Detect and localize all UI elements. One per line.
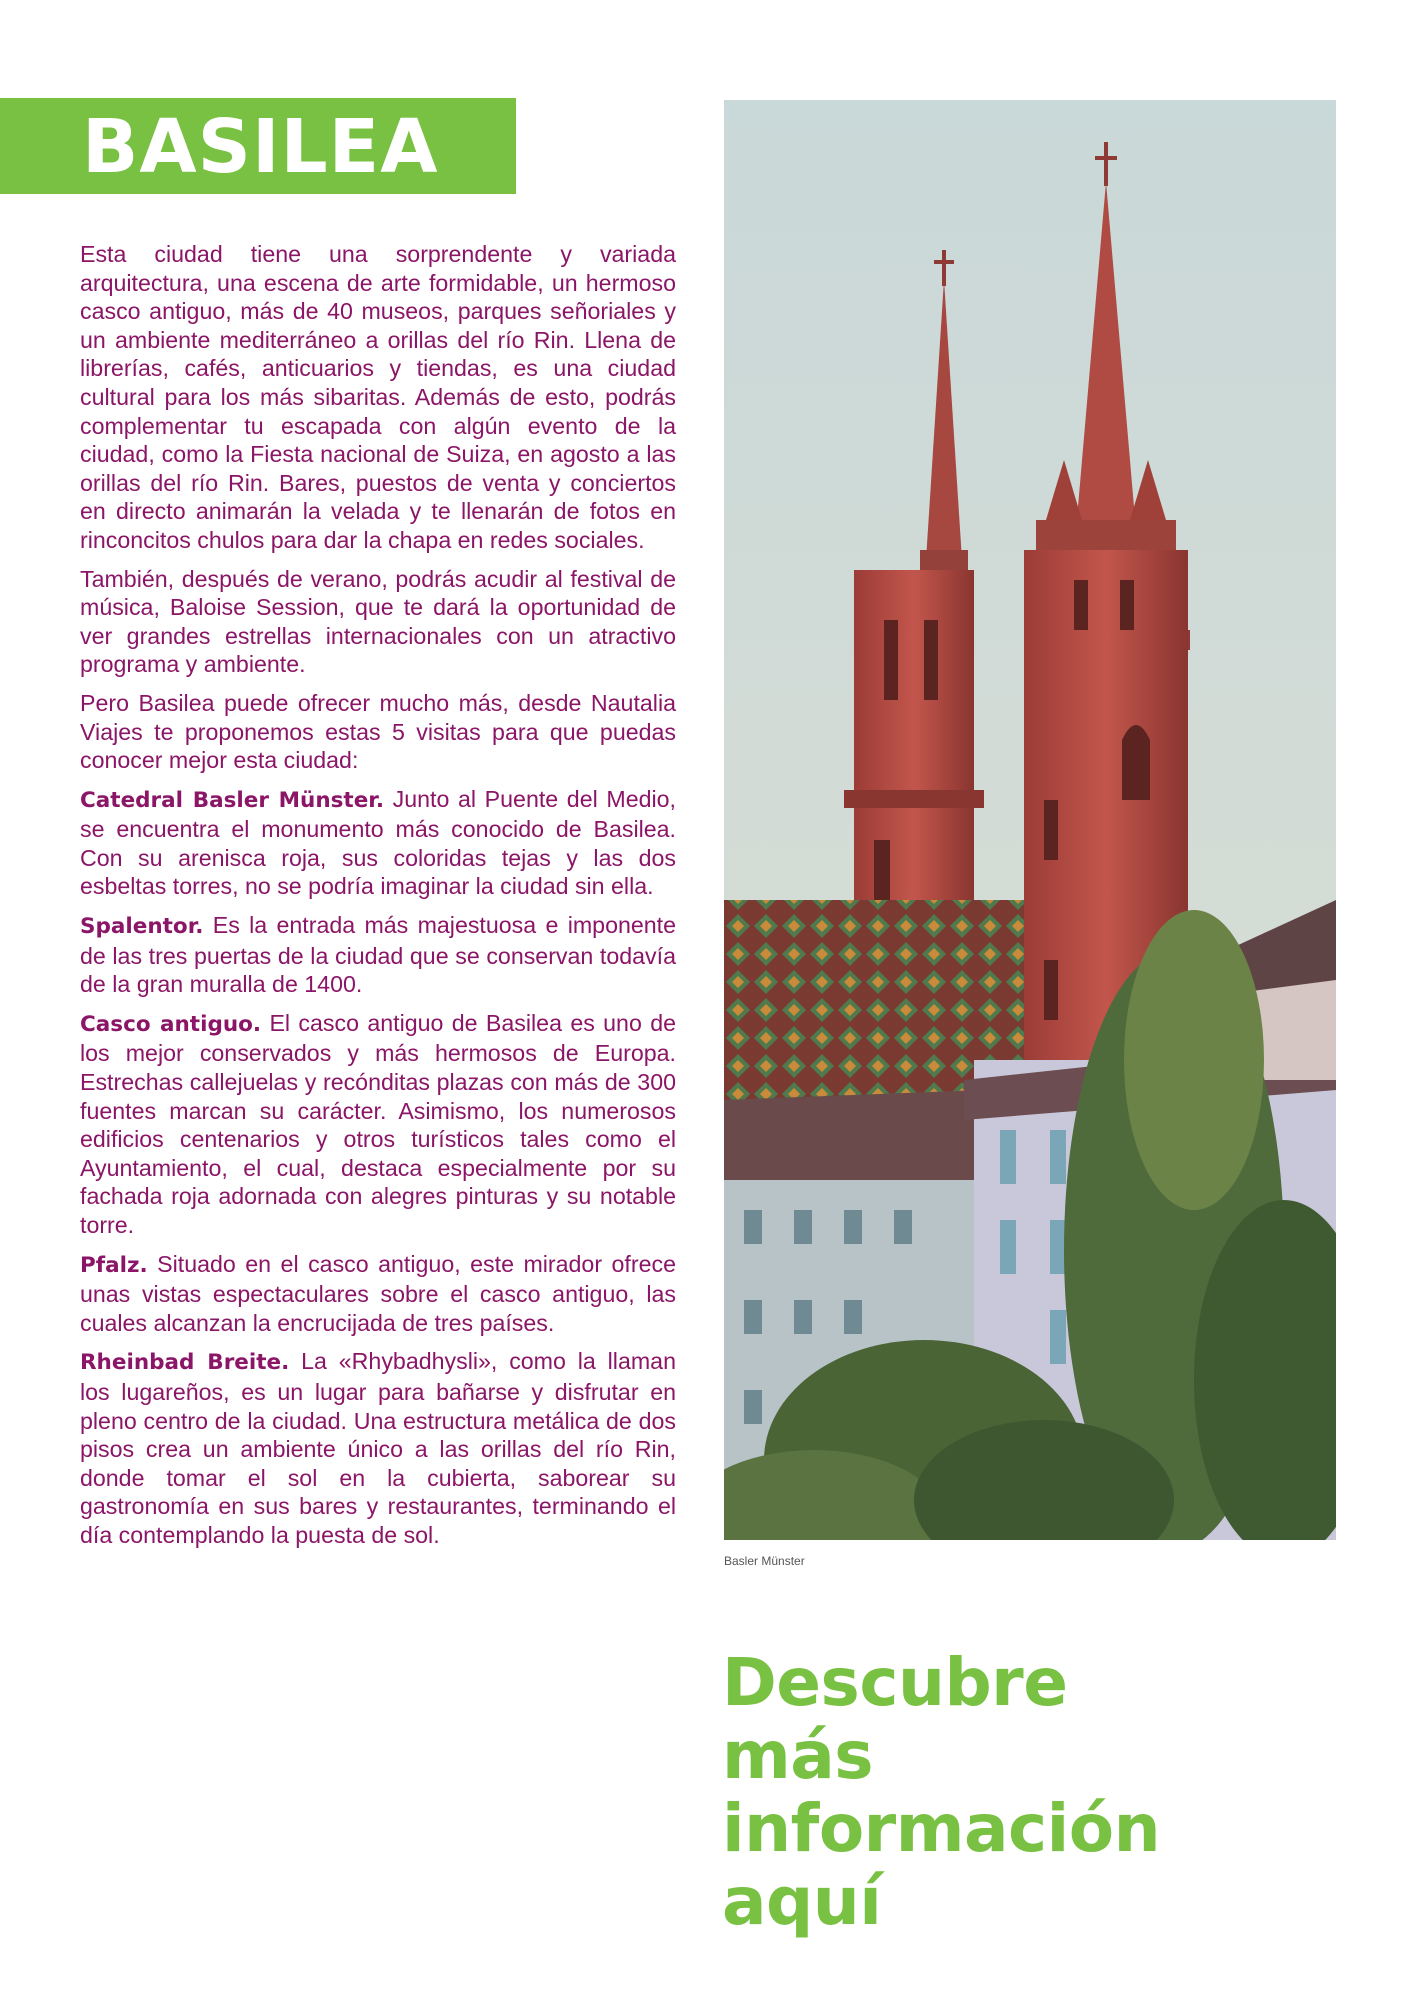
intro-paragraph: Pero Basilea puede ofrecer mucho más, desde Nautalia Viajes te proponemos estas 5 visitas para que puedas conocer mejor esta ciudad:	[80, 689, 676, 774]
visit-description: Situado en el casco antiguo, este mirador ofrece unas vistas espectaculares sobre el casco antiguo, las cuales alcanzan la encrucijada de tres países.	[80, 1250, 676, 1336]
visit-name: Spalentor.	[80, 914, 204, 940]
article-body	[80, 240, 676, 1560]
visit-description: Junto al Puente del Medio, se encuentra el monumento más conocido de Basilea. Con su arenisca roja, sus coloridas tejas y las dos esbeltas torres, no se podría imaginar la ciudad sin ella.	[80, 785, 676, 900]
cta-line: información	[722, 1790, 1161, 1867]
visit-description: El casco antiguo de Basilea es uno de los mejor conservados y más hermosos de Europa. Estrechas callejuelas y recónditas plazas con más de 300 fuentes marcan su carácter. Asimismo, los numerosos edificios centenarios y otros turísticos tales como el Ayuntamiento, el cual, destaca especialmente por su fachada roja adornada con alegres pinturas y su notable torre.	[80, 1009, 676, 1238]
cta-line: Descubre	[722, 1644, 1068, 1721]
photo-caption: Basler Münster	[724, 1554, 805, 1568]
cta-line: más	[722, 1717, 874, 1794]
page-title: BASILEA	[82, 104, 439, 190]
cathedral-photo	[724, 100, 1336, 1540]
more-info-link[interactable]	[722, 1646, 1322, 1938]
visit-item	[80, 1347, 676, 1549]
intro-paragraph: También, después de verano, podrás acudir al festival de música, Baloise Session, que te dará la oportunidad de ver grandes estrellas internacionales con un atractivo programa y ambiente.	[80, 565, 676, 678]
visit-item	[80, 1250, 676, 1338]
visit-description: La «Rhybadhysli», como la llaman los lugareños, es un lugar para bañarse y disfrutar en pleno centro de la ciudad. Una estructura metálica de dos pisos crea un ambiente único a las orillas del río Rin, donde tomar el sol en la cubierta, saborear su gastronomía en sus bares y restaurantes, terminando el día contemplando la puesta de sol.	[80, 1348, 676, 1548]
visit-item	[80, 911, 676, 999]
visit-name: Rheinbad Breite.	[80, 1350, 290, 1376]
visit-item	[80, 1009, 676, 1240]
visit-description: Es la entrada más majestuosa e imponente de las tres puertas de la ciudad que se conservan todavía de la gran muralla de 1400.	[80, 912, 676, 998]
cta-line: aquí	[722, 1863, 882, 1940]
visit-item	[80, 785, 676, 901]
visit-name: Pfalz.	[80, 1252, 148, 1278]
visit-name: Catedral Basler Münster.	[80, 787, 384, 813]
intro-paragraph: Esta ciudad tiene una sorprendente y variada arquitectura, una escena de arte formidable, un hermoso casco antiguo, más de 40 museos, parques señoriales y un ambiente mediterráneo a orillas del río Rin. Llena de librerías, cafés, anticuarios y tiendas, es una ciudad cultural para los más sibaritas. Además de esto, podrás complementar tu escapada con algún evento de la ciudad, como la Fiesta nacional de Suiza, en agosto a las orillas del río Rin. Bares, puestos de venta y conciertos en directo animarán la velada y te llenarán de fotos en rinconcitos chulos para dar la chapa en redes sociales.	[80, 241, 676, 553]
visit-name: Casco antiguo.	[80, 1011, 262, 1037]
